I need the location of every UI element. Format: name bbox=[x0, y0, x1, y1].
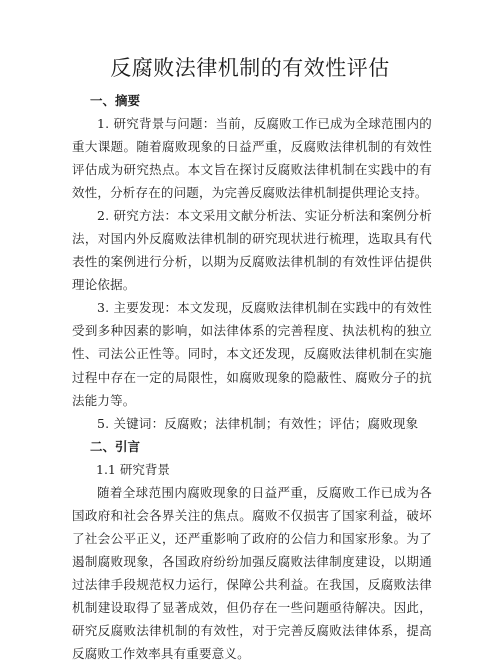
subsection-heading-background: 1.1 研究背景 bbox=[96, 461, 170, 477]
document-body bbox=[72, 89, 432, 665]
abstract-paragraph-method: 2. 研究方法：本文采用文献分析法、实证分析法和案例分析法，对国内外反腐败法律机制的研究现状进行梳理，选取具有代表性的案例进行分析，以期为反腐败法律机制的有效性评估提供理论依据。 bbox=[72, 208, 432, 293]
document-title: 反腐败法律机制的有效性评估 bbox=[110, 56, 390, 80]
section-heading-introduction: 二、引言 bbox=[90, 438, 141, 454]
abstract-paragraph-background: 1. 研究背景与问题：当前，反腐败工作已成为全球范围内的重大课题。随着腐败现象的日益严重，反腐败法律机制的有效性评估成为研究热点。本文旨在探讨反腐败法律机制在实践中的有效性，分析存在的问题，为完善反腐败法律机制提供理论支持。 bbox=[72, 116, 432, 201]
introduction-paragraph: 随着全球范围内腐败现象的日益严重，反腐败工作已成为各国政府和社会各界关注的焦点。腐败不仅损害了国家利益，破坏了社会公平正义，还严重影响了政府的公信力和国家形象。为了遏制腐败现象，各国政府纷纷加强反腐败法律制度建设，以期通过法律手段规范权力运行，保障公共利益。在我国，反腐败法律机制建设取得了显著成效，但仍存在一些问题亟待解决。因此，研究反腐败法律机制的有效性，对于完善反腐败法律体系，提高反腐败工作效率具有重要意义。 bbox=[72, 484, 432, 661]
abstract-paragraph-findings: 3. 主要发现：本文发现，反腐败法律机制在实践中的有效性受到多种因素的影响，如法律体系的完善程度、执法机构的独立性、司法公正性等。同时，本文还发现，反腐败法律机制在实施过程中存在一定的局限性，如腐败现象的隐蔽性、腐败分子的抗法能力等。 bbox=[72, 300, 432, 408]
section-heading-abstract: 一、摘要 bbox=[90, 93, 141, 108]
abstract-paragraph-keywords: 5. 关键词：反腐败；法律机制；有效性；评估；腐败现象 bbox=[97, 415, 419, 431]
